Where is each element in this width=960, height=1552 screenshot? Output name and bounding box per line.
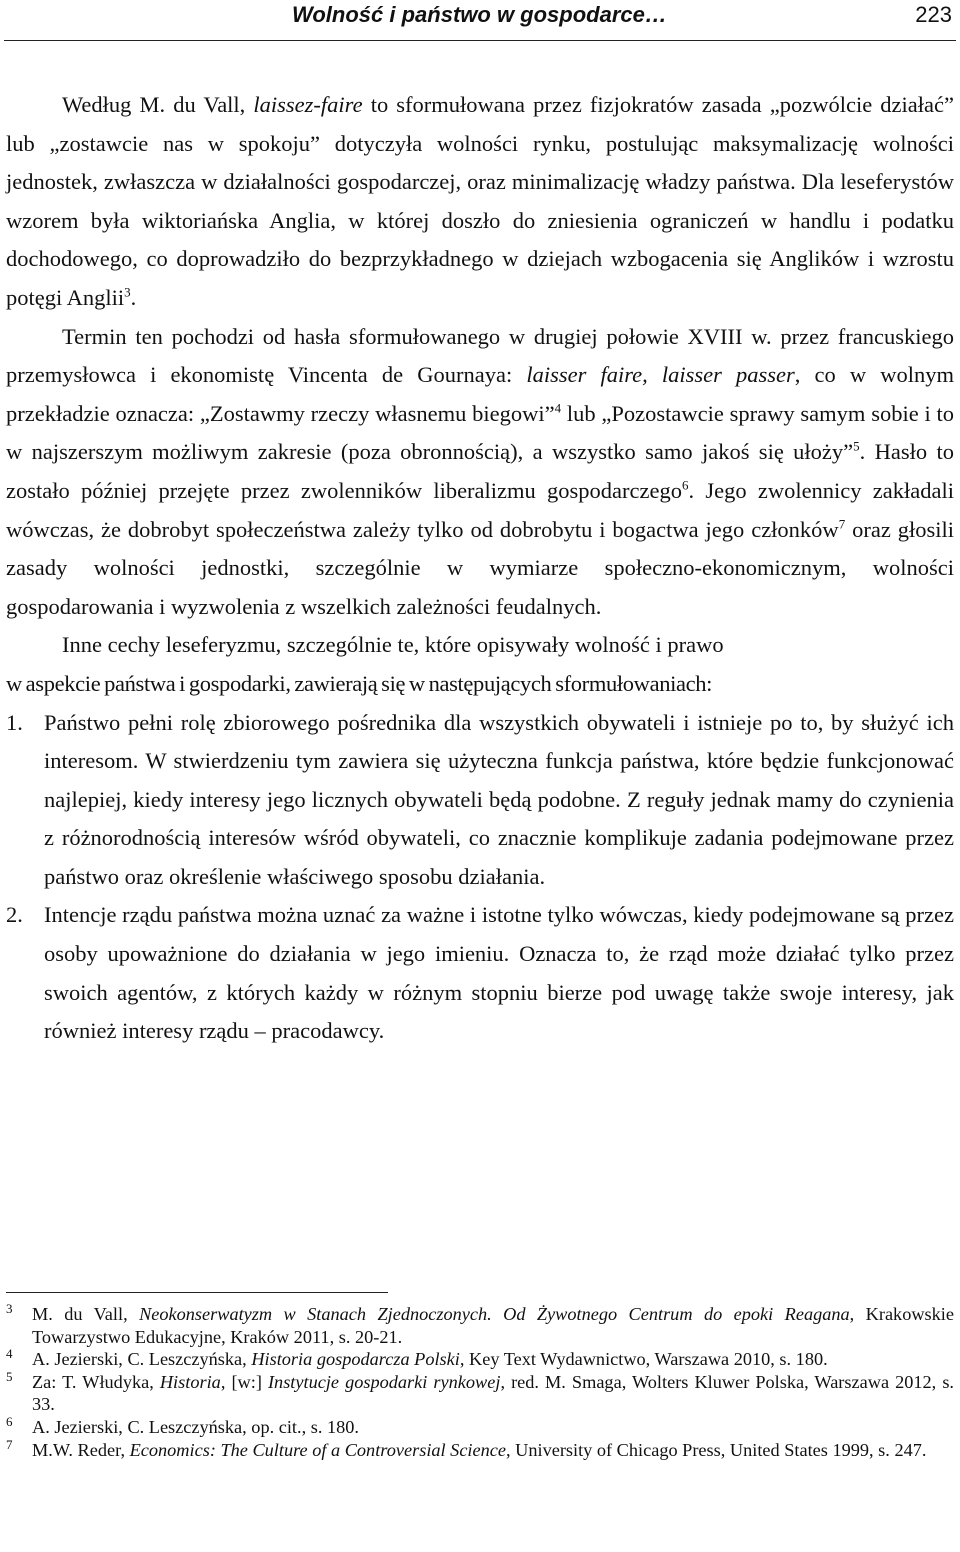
text-run: , [w:] — [220, 1371, 268, 1392]
footnote-number: 4 — [6, 1346, 13, 1362]
text-run: to sformułowana przez fizjokratów zasada „pozwólcie działać” lub „zostawcie nas w spokoju” dotyczyła wolności rynku, postulując maksymalizację wolności jednostek, zwłaszcza w działalności gospodarczej, oraz minimalizację władzy państwa. Dla leseferystów wzorem była wiktoriańska Anglia, w której doszło do zniesienia ograniczeń w handlu i podatku dochodowego, co doprowadziło do bezprzykładnego w dziejach wzbogacenia się Anglików i wzrostu potęgi Anglii — [6, 92, 954, 310]
footnote-number: 3 — [6, 1301, 13, 1316]
text-run: M. du Vall, — [32, 1304, 140, 1324]
text-run: , University of Chicago Press, United States 1999, s. 247. — [506, 1439, 927, 1460]
italic-title: Economics: The Culture of a Controversial Science — [129, 1439, 506, 1460]
header-rule — [4, 40, 956, 41]
text-run: . Jego zwolennicy zakładali wówczas, że dobrobyt społeczeństwa zależy tylko od dobrobytu i bogactwa jego członków — [6, 477, 954, 542]
list-number: 1. — [6, 709, 23, 735]
footnote-ref: 4 — [554, 400, 562, 416]
paragraph-1 — [6, 86, 954, 318]
features-list — [6, 704, 954, 1051]
footnote-rule — [6, 1292, 388, 1293]
text-run: M.W. Reder, — [32, 1439, 130, 1460]
text-run: , Key Text Wydawnictwo, Warszawa 2010, s. 180. — [459, 1349, 828, 1370]
text-run: , co w wolnym przekładzie oznacza: „Zostawmy rzeczy własnemu biegowi” — [6, 362, 954, 426]
text-run: , red. M. Smaga, Wolters Kluwer Polska, Warszawa 2012, s. 33. — [32, 1371, 954, 1415]
footnote-number: 7 — [6, 1436, 13, 1452]
italic-title: Historia gospodarcza Polski — [251, 1349, 460, 1370]
footnote-6 — [6, 1413, 954, 1439]
text-run: A. Jezierski, C. Leszczyńska, — [32, 1349, 252, 1370]
footnote-ref: 5 — [853, 438, 860, 454]
footnote-7 — [6, 1436, 954, 1462]
paragraph-3 — [6, 626, 954, 703]
italic-title: Neokonserwatyzm w Stanach Zjednoczonych. Od Żywotnego Centrum do epoki Reagana — [139, 1304, 850, 1324]
list-item — [6, 896, 954, 1050]
footnotes — [6, 1303, 954, 1461]
footnote-ref: 3 — [124, 284, 131, 300]
italic-term: laisser faire, laisser passer — [526, 362, 795, 388]
list-number: 2. — [6, 902, 23, 928]
footnote-3 — [6, 1303, 954, 1348]
text-run: A. Jezierski, C. Leszczyńska, op. cit., s. 180. — [32, 1416, 359, 1437]
text-run: . Hasło to zostało później przejęte przez zwolenników liberalizmu gospodarczego — [6, 439, 955, 503]
list-text: Intencje rządu państwa można uznać za ważne i istotne tylko wówczas, kiedy podejmowane są przez osoby upoważnione do działania w jego imieniu. Oznacza to, że rząd może działać tylko przez swoich agentów, z których każdy w różnym stopniu bierze pod uwagę także swoje interesy, jak również interesy rządu – pracodawcy. — [44, 902, 954, 1044]
main-text — [6, 86, 954, 1051]
italic-title: Historia — [159, 1371, 221, 1392]
footnote-number: 6 — [6, 1413, 13, 1429]
footnote-4 — [6, 1348, 954, 1371]
text-run: . — [130, 284, 137, 310]
text-run: Inne cechy leseferyzmu, szczególnie te, które opisywały wolność i prawo — [62, 632, 724, 658]
text-run: lub „Pozostawcie sprawy samym sobie i to w najszerszym możliwym zakresie (poza obronnością), a wszystko samo jakoś się ułoży” — [6, 400, 954, 465]
italic-term: laissez-faire — [253, 92, 363, 117]
text-run: Za: T. Włudyka, — [32, 1371, 160, 1392]
text-run: Według M. du Vall, — [62, 92, 254, 117]
list-item — [6, 704, 954, 897]
footnote-number: 5 — [6, 1368, 13, 1384]
footnote-ref: 7 — [838, 516, 846, 532]
running-title: Wolność i państwo w gospodarce… — [292, 2, 667, 27]
paragraph-2 — [6, 318, 954, 627]
footnote-5 — [6, 1368, 954, 1416]
text-run: oraz głosili zasady wolności jednostki, szczególnie w wymiarze społeczno-ekonomicznym, wolności gospodarowania i wyzwolenia z wszelkich zależności feudalnych. — [6, 516, 954, 619]
text-run: , Krakowskie Towarzystwo Edukacyjne, Kraków 2011, s. 20-21. — [32, 1304, 954, 1347]
page-number: 223 — [915, 2, 952, 27]
text-run: Termin ten pochodzi od hasła sformułowanego w drugiej połowie XVIII w. przez francuskiego przemysłowca i ekonomistę Vincenta de Gournaya: — [6, 323, 954, 388]
italic-title: Instytucje gospodarki rynkowej — [267, 1371, 501, 1392]
footnote-ref: 6 — [681, 477, 689, 493]
text-run: w aspekcie państwa i gospodarki, zawierają się w następujących sformułowaniach: — [6, 670, 713, 696]
page-header — [0, 0, 960, 48]
list-text: Państwo pełni rolę zbiorowego pośrednika dla wszystkich obywateli i istnieje po to, by służyć ich interesom. W stwierdzeniu tym zawiera się użyteczna funkcja państwa, które będzie funkcjonować najlepiej, kiedy interesy jego licznych obywateli będą podobne. Z reguły jednak mamy do czynienia z różnorodnością interesów wśród obywateli, co znacznie komplikuje zadania podejmowane przez państwo oraz określenie właściwego sposobu działania. — [44, 709, 954, 889]
